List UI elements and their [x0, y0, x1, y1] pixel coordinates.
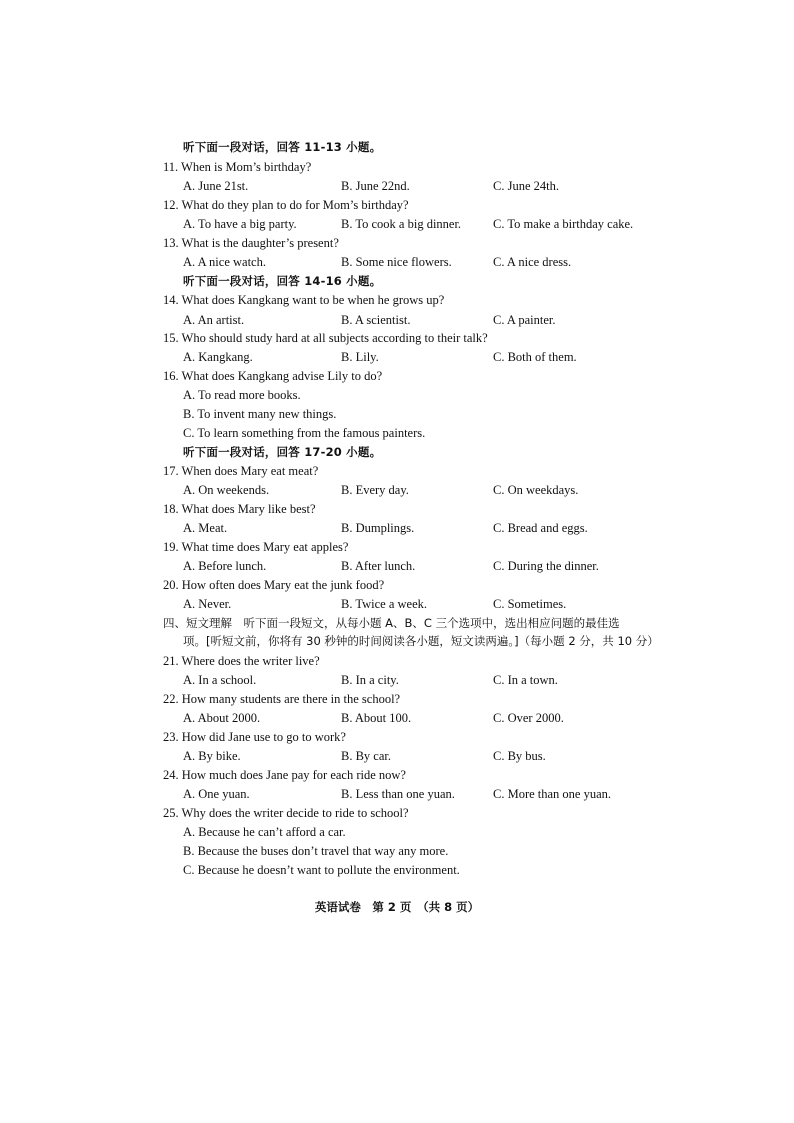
q20-option-c: C. Sometimes. [493, 597, 567, 611]
q13-option-c: C. A nice dress. [493, 255, 572, 269]
question-17: 17. When does Mary eat meat? [163, 464, 319, 478]
question-24: 24. How much does Jane pay for each ride now? [163, 768, 406, 782]
q25-option-c: C. Because he doesn’t want to pollute the environment. [183, 863, 460, 877]
q12-option-b: B. To cook a big dinner. [341, 217, 462, 231]
q17-option-c: C. On weekdays. [493, 483, 579, 497]
q19-option-a: A. Before lunch. [183, 559, 267, 573]
q19-option-b: B. After lunch. [341, 559, 416, 573]
q23-option-c: C. By bus. [493, 749, 546, 763]
question-14: 14. What does Kangkang want to be when he grows up? [163, 293, 445, 307]
q21-option-a: A. In a school. [183, 673, 257, 687]
question-23: 23. How did Jane use to go to work? [163, 730, 346, 744]
q12-option-a: A. To have a big party. [183, 217, 297, 231]
question-12: 12. What do they plan to do for Mom’s birthday? [163, 198, 409, 212]
question-20: 20. How often does Mary eat the junk food? [163, 578, 385, 592]
question-13: 13. What is the daughter’s present? [163, 236, 339, 250]
q21-option-c: C. In a town. [493, 673, 558, 687]
q21-option-b: B. In a city. [341, 673, 399, 687]
q12-option-c: C. To make a birthday cake. [493, 217, 634, 231]
q15-option-c: C. Both of them. [493, 350, 577, 364]
question-15: 15. Who should study hard at all subjects according to their talk? [163, 331, 488, 345]
q19-option-c: C. During the dinner. [493, 559, 599, 573]
instruction-17-20: 听下面一段对话，回答 17-20 小题。 [183, 445, 382, 459]
q23-option-a: A. By bike. [183, 749, 241, 763]
section-4-line-1: 四、短文理解 听下面一段短文，从每小题 A、B、C 三个选项中，选出相应问题的最佳选 [163, 616, 620, 630]
question-16: 16. What does Kangkang advise Lily to do? [163, 369, 383, 383]
q22-option-c: C. Over 2000. [493, 711, 564, 725]
q22-option-a: A. About 2000. [183, 711, 261, 725]
q20-option-a: A. Never. [183, 597, 232, 611]
q25-option-b: B. Because the buses don’t travel that way any more. [183, 844, 449, 858]
question-19: 19. What time does Mary eat apples? [163, 540, 349, 554]
question-22: 22. How many students are there in the school? [163, 692, 401, 706]
q25-option-a: A. Because he can’t afford a car. [183, 825, 346, 839]
q15-option-a: A. Kangkang. [183, 350, 253, 364]
q17-option-a: A. On weekends. [183, 483, 270, 497]
q20-option-b: B. Twice a week. [341, 597, 428, 611]
section-4-heading [163, 615, 620, 631]
q15-option-b: B. Lily. [341, 350, 379, 364]
instruction-14-16: 听下面一段对话，回答 14-16 小题。 [183, 274, 382, 288]
q18-option-c: C. Bread and eggs. [493, 521, 588, 535]
q16-option-c: C. To learn something from the famous painters. [183, 426, 426, 440]
q18-option-a: A. Meat. [183, 521, 228, 535]
question-25: 25. Why does the writer decide to ride to school? [163, 806, 409, 820]
q24-option-a: A. One yuan. [183, 787, 250, 801]
q14-option-c: C. A painter. [493, 313, 556, 327]
instruction-11-13: 听下面一段对话，回答 11-13 小题。 [183, 140, 382, 154]
page-footer: 英语试卷 第 2 页 （共 8 页） [314, 900, 480, 914]
q16-option-a: A. To read more books. [183, 388, 301, 402]
q18-option-b: B. Dumplings. [341, 521, 415, 535]
q13-option-b: B. Some nice flowers. [341, 255, 452, 269]
q24-option-b: B. Less than one yuan. [341, 787, 455, 801]
question-18: 18. What does Mary like best? [163, 502, 316, 516]
q14-option-a: A. An artist. [183, 313, 245, 327]
question-21: 21. Where does the writer live? [163, 654, 320, 668]
q14-option-b: B. A scientist. [341, 313, 411, 327]
section-4-line-2: 项。[听短文前，你将有 30 秒钟的时间阅读各小题，短文读两遍。]（每小题 2 分，共 10 分） [183, 634, 659, 648]
q11-option-c: C. June 24th. [493, 179, 559, 193]
q17-option-b: B. Every day. [341, 483, 409, 497]
q22-option-b: B. About 100. [341, 711, 412, 725]
q11-option-b: B. June 22nd. [341, 179, 410, 193]
q11-option-a: A. June 21st. [183, 179, 249, 193]
section-4-heading-cont [183, 633, 659, 649]
q24-option-c: C. More than one yuan. [493, 787, 612, 801]
q13-option-a: A. A nice watch. [183, 255, 266, 269]
q23-option-b: B. By car. [341, 749, 391, 763]
q16-option-b: B. To invent many new things. [183, 407, 337, 421]
question-11: 11. When is Mom’s birthday? [163, 160, 312, 174]
